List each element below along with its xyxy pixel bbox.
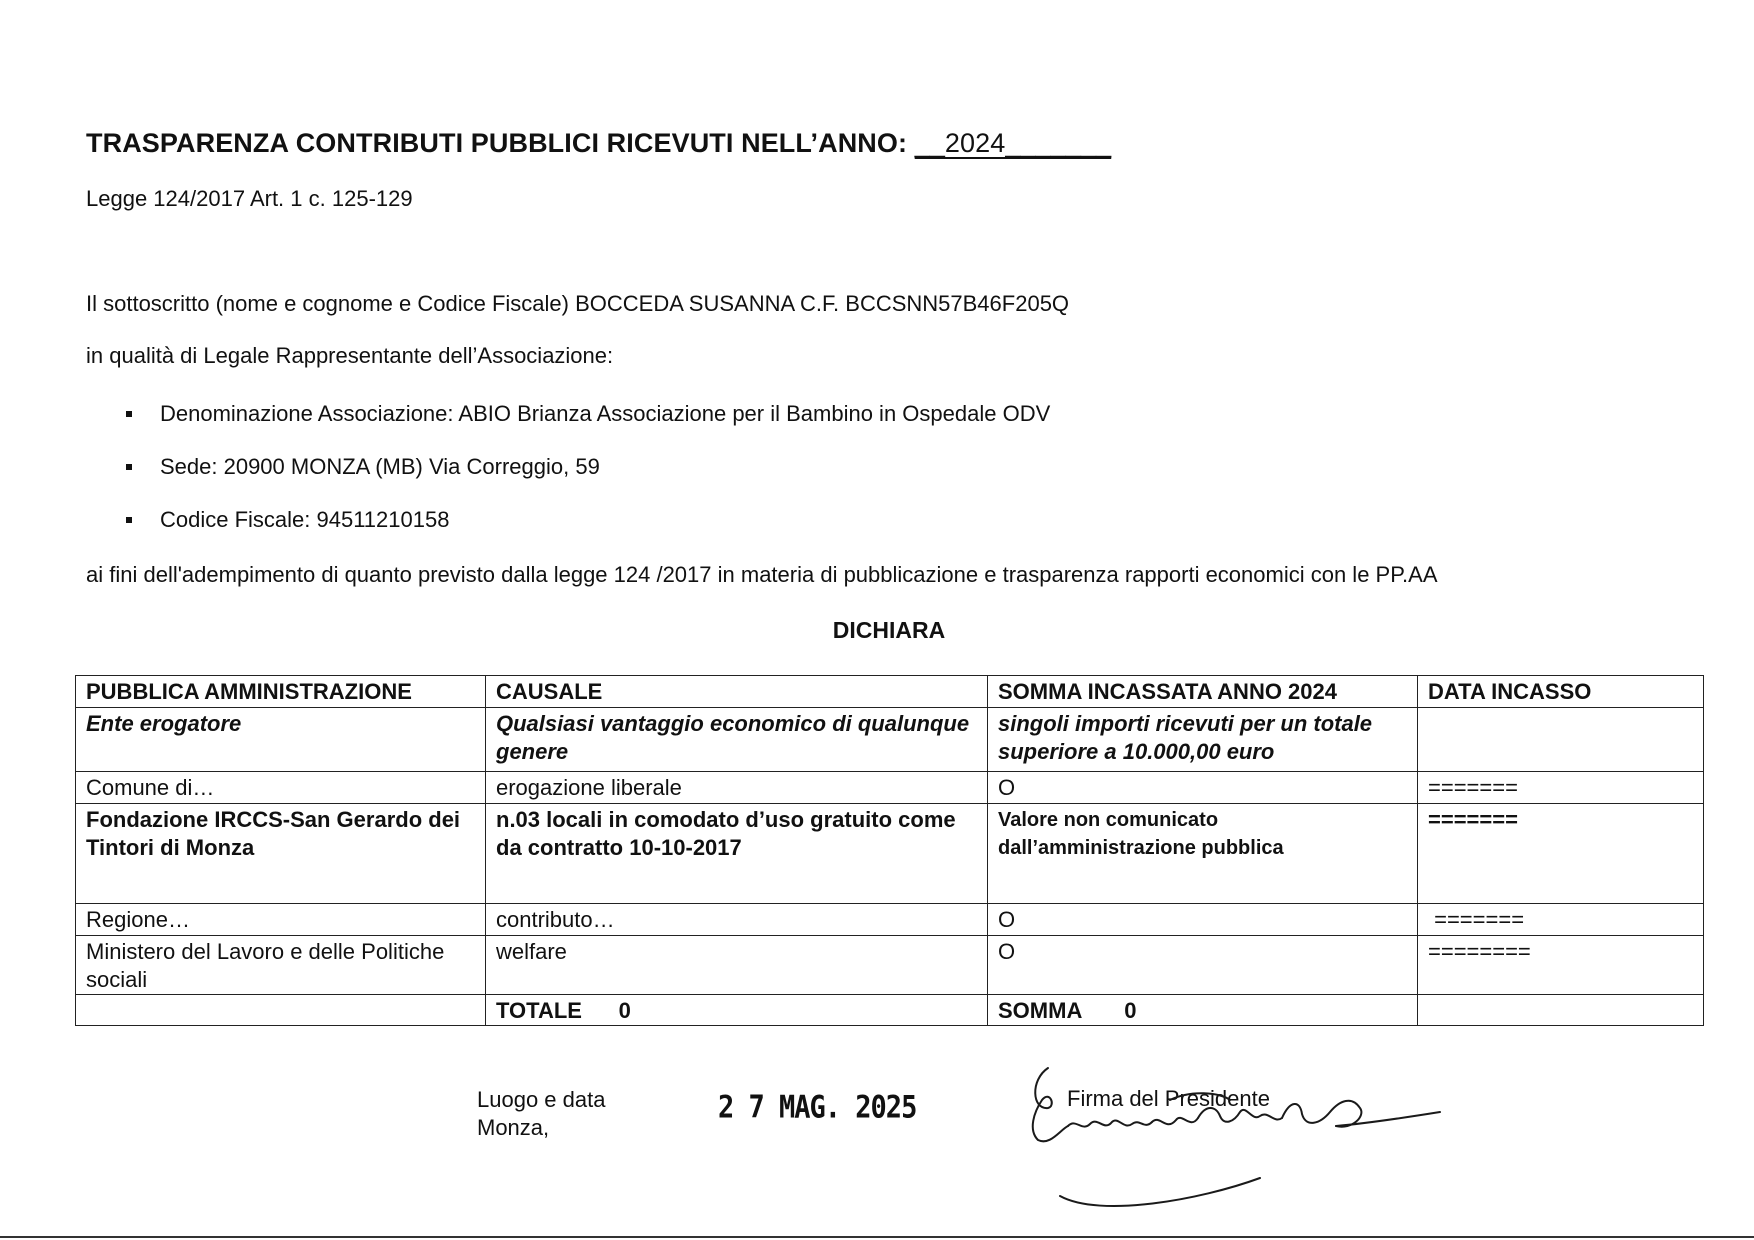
table-row: [76, 804, 1704, 904]
table-cell: ========: [1418, 936, 1704, 995]
table-cell: O: [988, 904, 1418, 936]
subheader-cell: singoli importi ricevuti per un totale superiore a 10.000,00 euro: [988, 708, 1418, 772]
table-row: [76, 936, 1704, 995]
table-cell: O: [988, 772, 1418, 804]
table-cell: Fondazione IRCCS-San Gerardo dei Tintori di Monza: [76, 804, 486, 904]
sum-cell: SOMMA 0: [988, 995, 1418, 1026]
declarant-line: Il sottoscritto (nome e cognome e Codice Fiscale) BOCCEDA SUSANNA C.F. BCCSNN57B46F205Q: [86, 291, 1070, 316]
table-row: [76, 772, 1704, 804]
association-address: Sede: 20900 MONZA (MB) Via Correggio, 59: [122, 453, 1050, 506]
place-and-date: [477, 1086, 605, 1142]
table-cell: erogazione liberale: [486, 772, 988, 804]
place-value: Monza,: [477, 1115, 550, 1140]
table-cell: n.03 locali in comodato d’uso gratuito come da contratto 10-10-2017: [486, 804, 988, 904]
subheader-cell: Ente erogatore: [76, 708, 486, 772]
table-cell: =======: [1418, 904, 1704, 936]
association-name: Denominazione Associazione: ABIO Brianza Associazione per il Bambino in Ospedale ODV: [122, 400, 1050, 453]
association-tax-code: Codice Fiscale: 94511210158: [122, 506, 1050, 559]
table-subheader-row: [76, 708, 1704, 772]
signature-label: Firma del Presidente: [1067, 1086, 1270, 1111]
table-cell: Regione…: [76, 904, 486, 936]
table-header-row: [76, 676, 1704, 708]
signature-icon: [1020, 1060, 1460, 1220]
law-reference: Legge 124/2017 Art. 1 c. 125-129: [86, 186, 413, 211]
table-cell: Ministero del Lavoro e delle Politiche sociali: [76, 936, 486, 995]
document-title: [86, 128, 1111, 159]
table-cell: Comune di…: [76, 772, 486, 804]
bottom-divider: [0, 1236, 1754, 1238]
title-text: TRASPARENZA CONTRIBUTI PUBBLICI RICEVUTI NELL’ANNO:: [86, 128, 908, 158]
table-cell: contributo…: [486, 904, 988, 936]
subheader-cell: Qualsiasi vantaggio economico di qualunque genere: [486, 708, 988, 772]
table-total-row: [76, 995, 1704, 1026]
subheader-cell: [1418, 708, 1704, 772]
header-cell: SOMMA INCASSATA ANNO 2024: [988, 676, 1418, 708]
header-cell: PUBBLICA AMMINISTRAZIONE: [76, 676, 486, 708]
header-cell: CAUSALE: [486, 676, 988, 708]
dichiara-heading: DICHIARA: [832, 617, 946, 643]
role-line: in qualità di Legale Rappresentante dell’Associazione:: [86, 343, 614, 368]
total-cell: TOTALE 0: [486, 995, 988, 1026]
table-cell: =======: [1418, 804, 1704, 904]
table-cell: [1418, 995, 1704, 1026]
table-cell: O: [988, 936, 1418, 995]
table-cell: Valore non comunicato dall’amministrazione pubblica: [988, 804, 1418, 904]
table-cell: =======: [1418, 772, 1704, 804]
association-details: [122, 400, 1050, 559]
date-stamp: 2 7 MAG. 2025: [718, 1090, 917, 1126]
table-cell: [76, 995, 486, 1026]
purpose-line: ai fini dell'adempimento di quanto previsto dalla legge 124 /2017 in materia di pubblicazione e trasparenza rapporti economici con le PP.AA: [86, 562, 1438, 587]
header-cell: DATA INCASSO: [1418, 676, 1704, 708]
year-field: __2024_______: [914, 128, 1112, 158]
contributions-table: [75, 675, 1704, 1026]
place-label: Luogo e data: [477, 1087, 606, 1112]
table-row: [76, 904, 1704, 936]
table-cell: welfare: [486, 936, 988, 995]
